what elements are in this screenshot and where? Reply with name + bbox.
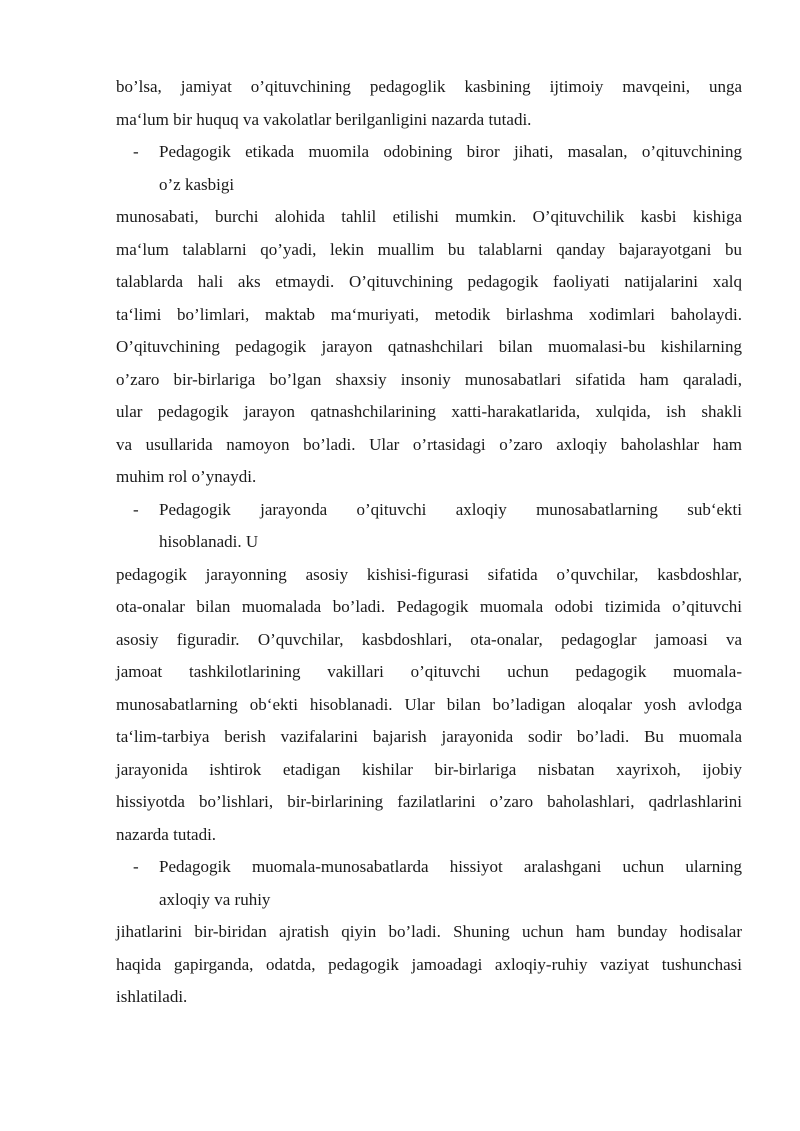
text-line: Pedagogik jarayonda o’qituvchi axloqiy munosabatlarning sub‘ekti xyxy=(159,499,742,519)
text-line: ta‘limi bo’limlari, maktab ma‘muriyati, metodik birlashma xodimlari baholaydi. xyxy=(116,304,742,324)
text-line: talablarda hali aks etmaydi. O’qituvchining pedagogik faoliyati natijalarini xalq xyxy=(116,272,742,291)
text-line: munosabati, burchi alohida tahlil etilishi mumkin. O’qituvchilik kasbi kishiga xyxy=(116,207,742,226)
text-line: munosabatlarning ob‘ekti hisoblanadi. Ular bilan bo’ladigan aloqalar yosh avlodga xyxy=(116,694,742,714)
paragraph-1 xyxy=(116,71,742,136)
bullet-dash: - xyxy=(133,857,139,876)
text-line: O’qituvchining pedagogik jarayon qatnashchilari bilan muomalasi-bu kishilarning xyxy=(116,337,742,356)
text-line: nazarda tutadi. xyxy=(116,824,217,844)
text-line: pedagogik jarayonning asosiy kishisi-figurasi sifatida o’quvchilar, kasbdoshlar, xyxy=(116,564,742,584)
text-line: bo’lsa, jamiyat o’qituvchining pedagoglik kasbining ijtimoiy mavqeini, unga xyxy=(116,77,742,96)
paragraph-4 xyxy=(116,916,742,1014)
text-line: ular pedagogik jarayon qatnashchilarining xatti-harakatlarida, xulqida, ish shakli xyxy=(116,402,742,421)
bullet-item-1 xyxy=(116,136,742,201)
text-line: ma‘lum talablarni qo’yadi, lekin muallim bu talablarni qanday bajarayotgani bu xyxy=(116,239,742,259)
text-line: muhim rol o’ynaydi. xyxy=(116,467,257,486)
document-body xyxy=(116,71,742,1014)
text-line: Pedagogik muomala-munosabatlarda hissiyot aralashgani uchun ularning xyxy=(159,857,742,876)
text-line: Pedagogik etikada muomila odobining biror jihati, masalan, o’qituvchining xyxy=(159,142,742,161)
text-line: o’z kasbigi xyxy=(159,174,235,194)
text-line: o’zaro bir-birlariga bo’lgan shaxsiy insoniy munosabatlari sifatida ham qaraladi, xyxy=(116,369,742,389)
text-line: haqida gapirganda, odatda, pedagogik jamoadagi axloqiy-ruhiy vaziyat tushunchasi xyxy=(116,954,742,974)
paragraph-3 xyxy=(116,559,742,852)
text-line: jarayonida ishtirok etadigan kishilar bir-birlariga nisbatan xayrixoh, ijobiy xyxy=(116,759,742,779)
text-line: hissiyotda bo’lishlari, bir-birlarining fazilatlarini o’zaro baholashlari, qadrlashlarini xyxy=(116,792,742,811)
bullet-dash: - xyxy=(133,142,139,161)
text-line: hisoblanadi. U xyxy=(159,532,259,551)
bullet-dash: - xyxy=(133,499,139,519)
paragraph-2 xyxy=(116,201,742,494)
text-line: axloqiy va ruhiy xyxy=(159,889,271,909)
text-line: jihatlarini bir-biridan ajratish qiyin bo’ladi. Shuning uchun ham bunday hodisalar xyxy=(116,922,742,941)
bullet-item-2 xyxy=(116,494,742,559)
text-line: ma‘lum bir huquq va vakolatlar berilganligini nazarda tutadi. xyxy=(116,109,532,129)
text-line: va usullarida namoyon bo’ladi. Ular o’rtasidagi o’zaro axloqiy baholashlar ham xyxy=(116,434,742,454)
bullet-item-3 xyxy=(116,851,742,916)
text-line: jamoat tashkilotlarining vakillari o’qituvchi uchun pedagogik muomala- xyxy=(116,662,742,681)
text-line: asosiy figuradir. O’quvchilar, kasbdoshlari, ota-onalar, pedagoglar jamoasi va xyxy=(116,629,742,649)
text-line: ishlatiladi. xyxy=(116,987,188,1006)
text-line: ta‘lim-tarbiya berish vazifalarini bajarish jarayonida sodir bo’ladi. Bu muomala xyxy=(116,727,742,746)
text-line: ota-onalar bilan muomalada bo’ladi. Pedagogik muomala odobi tizimida o’qituvchi xyxy=(116,597,742,616)
